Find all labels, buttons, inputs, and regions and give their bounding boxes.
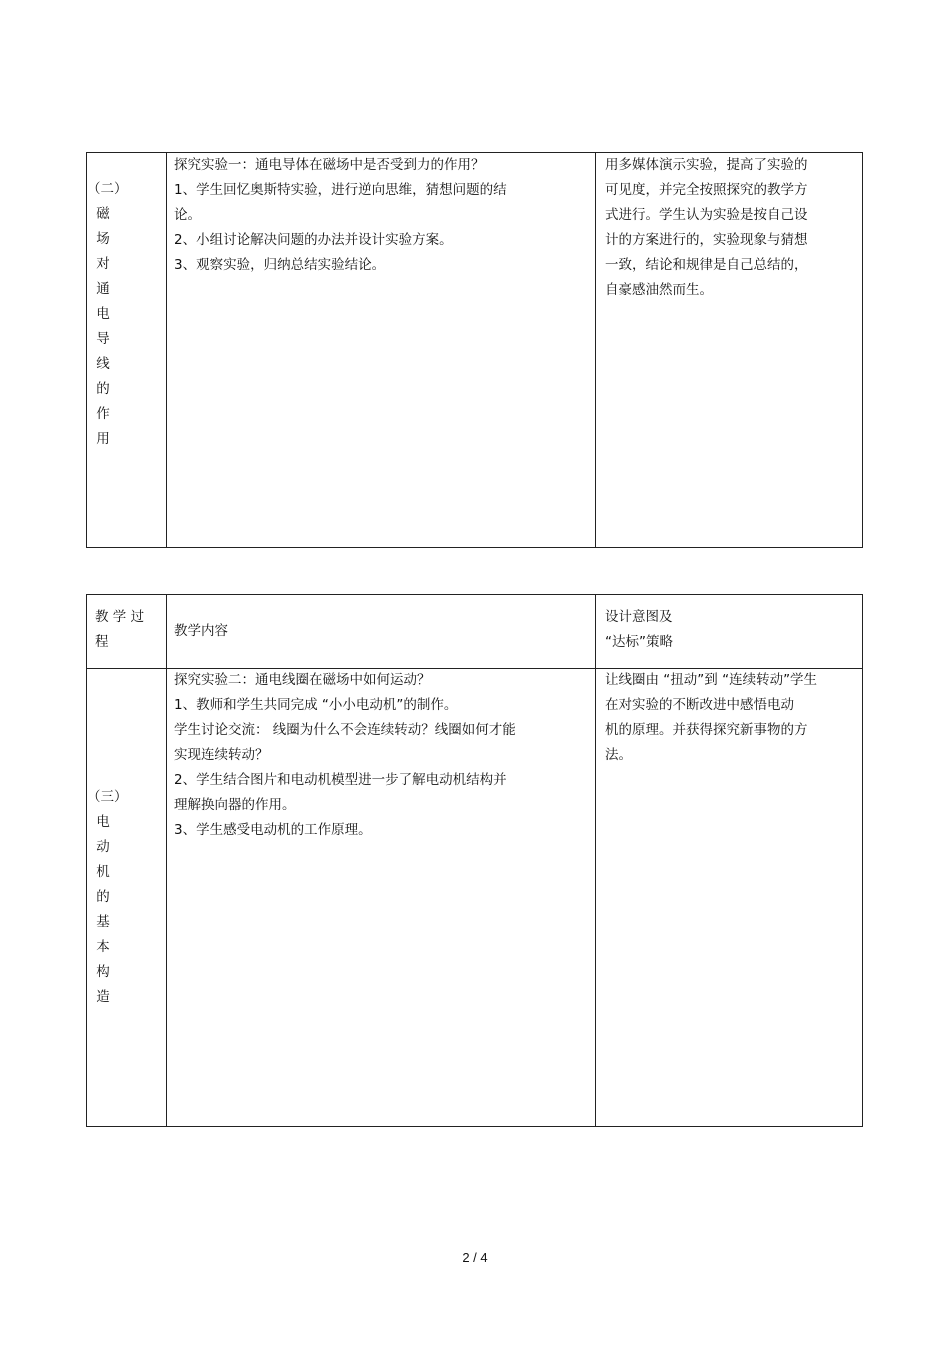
intent-line: 法。 bbox=[605, 747, 632, 763]
content-line: 3、观察实验，归纳总结实验结论。 bbox=[174, 257, 386, 273]
column-divider bbox=[166, 153, 167, 547]
stage-char: 构 bbox=[96, 964, 110, 980]
table-section-3 bbox=[86, 594, 863, 1127]
stage-char: 用 bbox=[96, 431, 110, 447]
table-section-2 bbox=[86, 152, 863, 548]
intent-line: 在对实验的不断改进中感悟电动 bbox=[605, 697, 794, 713]
content-line: 论。 bbox=[174, 207, 201, 223]
stage-char: 通 bbox=[96, 281, 110, 297]
page-number: 2 / 4 bbox=[462, 1250, 488, 1265]
stage-char: 导 bbox=[96, 331, 110, 347]
header-process bbox=[95, 605, 163, 655]
process-stage-label bbox=[87, 177, 128, 452]
intent-line: 式进行。学生认为实验是按自己设 bbox=[605, 207, 808, 223]
stage-char: 动 bbox=[96, 839, 110, 855]
header-intent bbox=[605, 605, 860, 655]
teaching-content bbox=[174, 153, 589, 278]
intent-line: 机的原理。并获得探究新事物的方 bbox=[605, 722, 808, 738]
stage-char: 机 bbox=[96, 864, 110, 880]
content-line: 1、学生回忆奥斯特实验，进行逆向思维，猜想问题的结 bbox=[174, 182, 507, 198]
stage-char: 电 bbox=[96, 814, 110, 830]
intent-line: 可见度，并完全按照探究的教学方 bbox=[605, 182, 808, 198]
stage-char: （三） bbox=[87, 789, 128, 805]
intent-line: 计的方案进行的，实验现象与猜想 bbox=[605, 232, 808, 248]
design-intent bbox=[605, 153, 860, 303]
stage-char: 的 bbox=[96, 889, 110, 905]
header-line: 教 学 过 bbox=[95, 609, 145, 625]
header-content-label: 教学内容 bbox=[174, 623, 228, 639]
intent-line: 让线圈由 “扭动”到 “连续转动”学生 bbox=[605, 672, 818, 688]
content-line: 学生讨论交流： 线圈为什么不会连续转动？线圈如何才能 bbox=[174, 722, 516, 738]
stage-char: （二） bbox=[87, 181, 128, 197]
content-line: 探究实验二：通电线圈在磁场中如何运动？ bbox=[174, 672, 431, 688]
stage-char: 对 bbox=[96, 256, 110, 272]
stage-char: 本 bbox=[96, 939, 110, 955]
teaching-content bbox=[174, 668, 589, 843]
content-line: 理解换向器的作用。 bbox=[174, 797, 296, 813]
content-line: 1、教师和学生共同完成 “小小电动机”的制作。 bbox=[174, 697, 458, 713]
stage-char: 场 bbox=[96, 231, 110, 247]
intent-line: 用多媒体演示实验，提高了实验的 bbox=[605, 157, 808, 173]
stage-char: 造 bbox=[96, 989, 110, 1005]
header-line: 程 bbox=[95, 634, 109, 650]
intent-line: 自豪感油然而生。 bbox=[605, 282, 713, 298]
header-line: “达标”策略 bbox=[605, 634, 673, 650]
intent-line: 一致，结论和规律是自己总结的， bbox=[605, 257, 808, 273]
column-divider bbox=[595, 153, 596, 547]
content-line: 探究实验一：通电导体在磁场中是否受到力的作用？ bbox=[174, 157, 485, 173]
column-divider bbox=[166, 595, 167, 1126]
process-stage-label bbox=[87, 785, 128, 1010]
stage-char: 电 bbox=[96, 306, 110, 322]
content-line: 2、学生结合图片和电动机模型进一步了解电动机结构并 bbox=[174, 772, 507, 788]
content-line: 2、小组讨论解决问题的办法并设计实验方案。 bbox=[174, 232, 453, 248]
content-line: 实现连续转动？ bbox=[174, 747, 269, 763]
stage-char: 基 bbox=[96, 914, 110, 930]
stage-char: 磁 bbox=[96, 206, 110, 222]
stage-char: 的 bbox=[96, 381, 110, 397]
stage-char: 作 bbox=[96, 406, 110, 422]
content-line: 3、学生感受电动机的工作原理。 bbox=[174, 822, 372, 838]
header-line: 设计意图及 bbox=[605, 609, 673, 625]
stage-char: 线 bbox=[96, 356, 110, 372]
column-divider bbox=[595, 595, 596, 1126]
design-intent bbox=[605, 668, 860, 768]
header-content bbox=[174, 619, 589, 644]
